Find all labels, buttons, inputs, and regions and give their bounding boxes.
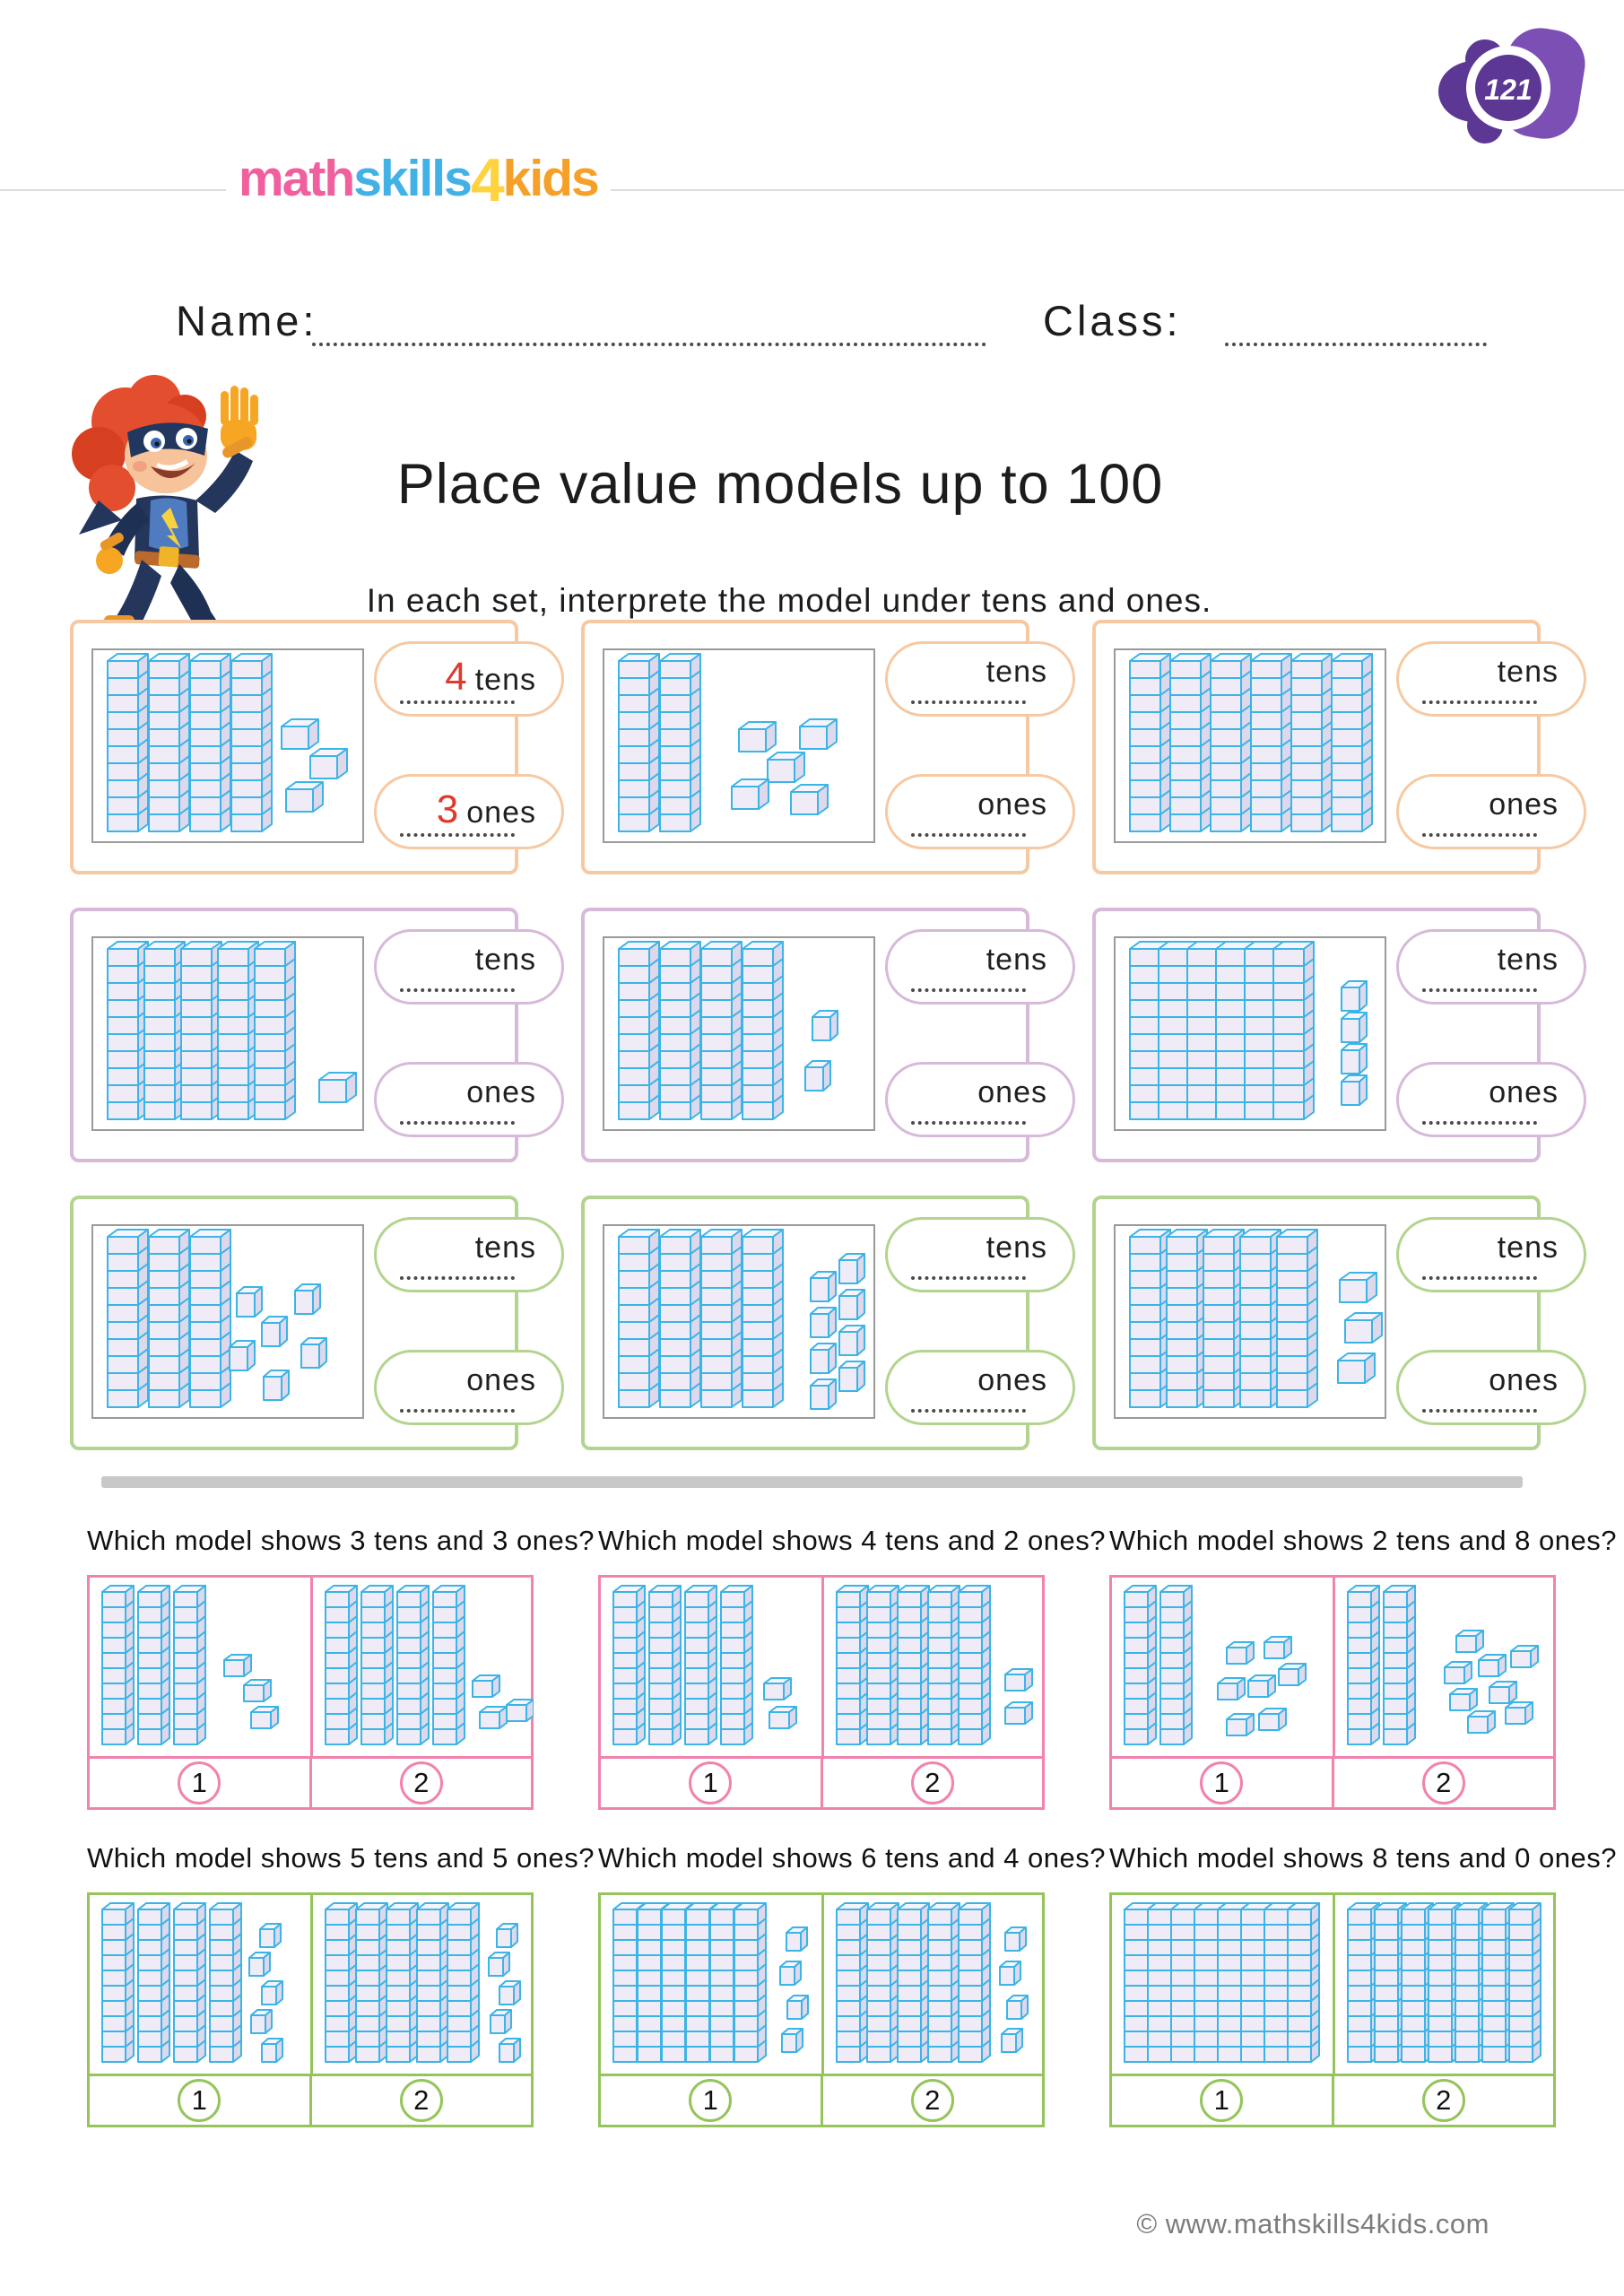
place-value-set [581, 1196, 1047, 1450]
ones-label: ones [1489, 1075, 1559, 1109]
ones-answer-tab[interactable] [885, 1062, 1075, 1137]
ones-answer-line[interactable] [911, 1409, 1026, 1413]
base-ten-model-panel [1114, 936, 1386, 1131]
option-1-circle[interactable]: 1 [689, 2079, 732, 2122]
ones-answer-line[interactable] [1422, 1409, 1537, 1413]
place-value-set [70, 908, 536, 1162]
question-box [1109, 1892, 1556, 2127]
page-title: Place value models up to 100 [396, 453, 1164, 517]
model-option-1[interactable] [90, 1895, 310, 2074]
question-block [1109, 1525, 1617, 1810]
model-option-2[interactable] [1333, 1895, 1556, 2074]
tens-answer-line[interactable] [400, 1276, 515, 1280]
question-block [598, 1525, 1106, 1810]
tens-answer-line[interactable] [400, 700, 515, 704]
base-ten-model-panel [91, 1224, 364, 1419]
option-row [1112, 1756, 1553, 1807]
option-row [601, 1756, 1042, 1807]
ones-label: ones [977, 1075, 1047, 1109]
model-option-1[interactable] [601, 1895, 821, 2074]
option-row [1112, 2074, 1553, 2125]
place-value-set [1092, 1196, 1559, 1450]
tens-answer-tab[interactable] [374, 1217, 564, 1292]
tens-answer-line[interactable] [911, 988, 1026, 992]
name-label: Name: [176, 297, 318, 344]
ones-answer-tab[interactable] [1396, 1062, 1586, 1137]
class-input-line[interactable] [1225, 343, 1487, 346]
base-ten-blocks [824, 1895, 1045, 2074]
logo-part-kids: kids [502, 150, 598, 207]
option-2-circle[interactable]: 2 [911, 2079, 954, 2122]
base-ten-blocks [93, 1226, 362, 1417]
model-option-2[interactable] [1333, 1578, 1556, 1756]
question-box [87, 1575, 534, 1810]
name-input-line[interactable] [312, 343, 986, 346]
base-ten-blocks [604, 650, 873, 841]
base-ten-blocks [601, 1895, 821, 2074]
base-ten-model-panel [603, 936, 875, 1131]
model-option-1[interactable] [90, 1578, 310, 1756]
question-block [87, 1842, 595, 2127]
model-option-2[interactable] [310, 1895, 534, 2074]
tens-label: tens [986, 655, 1047, 689]
option-row [601, 2074, 1042, 2125]
option-1-circle[interactable]: 1 [1200, 1761, 1243, 1805]
question-prompt: Which model shows 8 tens and 0 ones? [1109, 1842, 1617, 1874]
ones-answer-line[interactable] [1422, 833, 1537, 837]
tens-label: tens [474, 663, 536, 697]
base-ten-blocks [1116, 1226, 1385, 1417]
question-prompt: Which model shows 4 tens and 2 ones? [598, 1525, 1106, 1556]
ones-label: ones [466, 796, 536, 830]
question-prompt: Which model shows 6 tens and 4 ones? [598, 1842, 1106, 1874]
place-value-set [70, 620, 536, 874]
tens-answer-line[interactable] [400, 988, 515, 992]
place-value-set [1092, 620, 1559, 874]
tens-answer-line[interactable] [1422, 700, 1537, 704]
logo-part-skills: skills [353, 150, 471, 207]
tens-answer-tab[interactable] [885, 929, 1075, 1004]
ones-answer-tab[interactable] [885, 774, 1075, 849]
model-option-1[interactable] [601, 1578, 821, 1756]
tens-answer-line[interactable] [1422, 988, 1537, 992]
logo-part-math: math [239, 150, 354, 207]
name-class-row [0, 289, 1624, 361]
model-option-2[interactable] [821, 1895, 1045, 2074]
base-ten-blocks [93, 938, 362, 1129]
ones-answer-tab[interactable] [1396, 774, 1586, 849]
tens-label: tens [1497, 1231, 1559, 1265]
ones-answer-tab[interactable] [1396, 1350, 1586, 1425]
base-ten-model-panel [1114, 648, 1386, 843]
tens-answer: 4 [445, 655, 467, 699]
question-box [598, 1575, 1045, 1810]
tens-label: tens [474, 943, 536, 977]
tens-answer-tab[interactable] [1396, 929, 1586, 1004]
option-1-circle[interactable]: 1 [178, 1761, 221, 1805]
question-prompt: Which model shows 5 tens and 5 ones? [87, 1842, 595, 1874]
place-value-set [581, 908, 1047, 1162]
option-2-circle[interactable]: 2 [911, 1761, 954, 1805]
model-option-1[interactable] [1112, 1895, 1333, 2074]
option-row [90, 2074, 531, 2125]
question-block [598, 1842, 1106, 2127]
base-ten-model-panel [603, 648, 875, 843]
base-ten-blocks [313, 1895, 534, 2074]
base-ten-model-panel [91, 936, 364, 1131]
base-ten-blocks [1116, 650, 1385, 841]
page-number: 121 [1484, 74, 1533, 106]
base-ten-blocks [1112, 1895, 1333, 2074]
option-2-circle[interactable]: 2 [1422, 1761, 1465, 1805]
tens-answer-tab[interactable] [885, 641, 1075, 717]
ones-label: ones [466, 1075, 536, 1109]
base-ten-blocks [604, 1226, 873, 1417]
ones-answer-line[interactable] [400, 1121, 515, 1125]
tens-answer-line[interactable] [1422, 1276, 1537, 1280]
option-1-circle[interactable]: 1 [1200, 2079, 1243, 2122]
copyright-footer: © www.mathskills4kids.com [1136, 2208, 1489, 2239]
sets-grid [70, 620, 1559, 1450]
model-option-2[interactable] [310, 1578, 534, 1756]
base-ten-blocks [604, 938, 873, 1129]
ones-answer-line[interactable] [911, 833, 1026, 837]
option-1-circle[interactable]: 1 [689, 1761, 732, 1805]
ones-label: ones [1489, 787, 1559, 822]
question-prompt: Which model shows 2 tens and 8 ones? [1109, 1525, 1617, 1556]
option-row [90, 1756, 531, 1807]
base-ten-blocks [1335, 1895, 1556, 2074]
tens-answer-tab[interactable] [1396, 641, 1586, 717]
tens-label: tens [1497, 943, 1559, 977]
option-2-circle[interactable]: 2 [400, 1761, 443, 1805]
tens-label: tens [986, 943, 1047, 977]
tens-answer-tab[interactable] [885, 1217, 1075, 1292]
ones-answer-tab[interactable] [885, 1350, 1075, 1425]
base-ten-blocks [90, 1895, 310, 2074]
option-2-circle[interactable]: 2 [1422, 2079, 1465, 2122]
base-ten-model-panel [91, 648, 364, 843]
ones-label: ones [466, 1363, 536, 1397]
ones-answer-line[interactable] [1422, 1121, 1537, 1125]
base-ten-blocks [93, 650, 362, 841]
place-value-set [581, 620, 1047, 874]
ones-label: ones [977, 787, 1047, 822]
tens-answer-tab[interactable] [374, 641, 564, 717]
option-2-circle[interactable]: 2 [400, 2079, 443, 2122]
base-ten-blocks [1335, 1578, 1556, 1756]
question-box [87, 1892, 534, 2127]
tens-answer-tab[interactable] [1396, 1217, 1586, 1292]
question-block [1109, 1842, 1617, 2127]
ones-label: ones [1489, 1363, 1559, 1397]
question-prompt: Which model shows 3 tens and 3 ones? [87, 1525, 595, 1556]
tens-label: tens [474, 1231, 536, 1265]
instruction-text: In each set, interprete the model under tens and ones. [366, 582, 1212, 619]
tens-label: tens [986, 1231, 1047, 1265]
question-block [87, 1525, 595, 1810]
ones-answer-tab[interactable] [374, 1350, 564, 1425]
page-number-badge [1428, 16, 1598, 155]
question-box [598, 1892, 1045, 2127]
ones-answer-tab[interactable] [374, 774, 564, 849]
tens-label: tens [1497, 655, 1559, 689]
place-value-set [70, 1196, 536, 1450]
section-divider [101, 1476, 1523, 1488]
option-1-circle[interactable]: 1 [178, 2079, 221, 2122]
ones-answer-line[interactable] [400, 833, 515, 837]
base-ten-blocks [1112, 1578, 1333, 1756]
ones-label: ones [977, 1363, 1047, 1397]
class-label: Class: [1043, 297, 1182, 344]
base-ten-blocks [824, 1578, 1045, 1756]
logo-part-4: 4 [470, 146, 503, 214]
model-option-2[interactable] [821, 1578, 1045, 1756]
ones-answer: 3 [436, 787, 459, 831]
base-ten-blocks [90, 1578, 310, 1756]
ones-answer-line[interactable] [911, 1121, 1026, 1125]
ones-answer-tab[interactable] [374, 1062, 564, 1137]
mathskills4kids-logo [226, 145, 611, 215]
model-option-1[interactable] [1112, 1578, 1333, 1756]
base-ten-model-panel [603, 1224, 875, 1419]
tens-answer-line[interactable] [911, 700, 1026, 704]
tens-answer-line[interactable] [911, 1276, 1026, 1280]
tens-answer-tab[interactable] [374, 929, 564, 1004]
place-value-set [1092, 908, 1559, 1162]
ones-answer-line[interactable] [400, 1409, 515, 1413]
question-box [1109, 1575, 1556, 1810]
base-ten-blocks [313, 1578, 534, 1756]
base-ten-model-panel [1114, 1224, 1386, 1419]
base-ten-blocks [601, 1578, 821, 1756]
base-ten-blocks [1116, 938, 1385, 1129]
